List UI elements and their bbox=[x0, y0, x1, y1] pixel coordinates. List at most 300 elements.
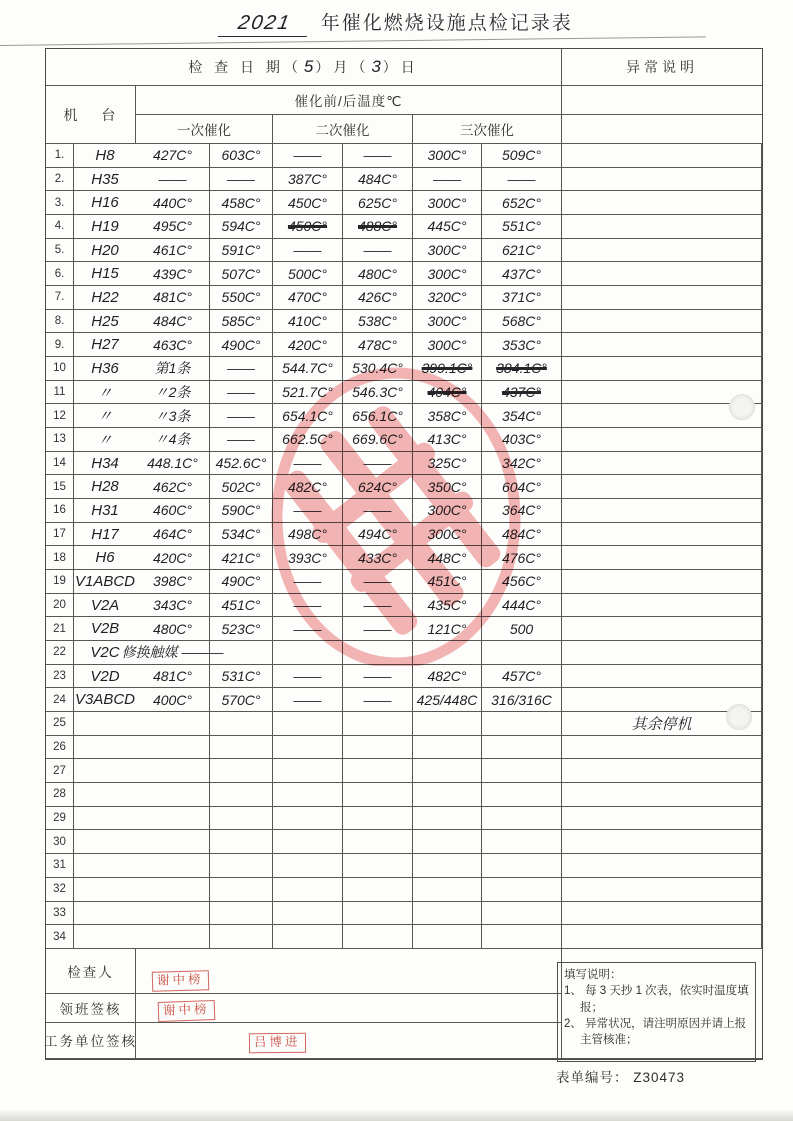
row-number: 18 bbox=[46, 546, 74, 570]
temp-value: 421C° bbox=[210, 546, 273, 570]
temp-value: 444C° bbox=[482, 594, 562, 618]
row-number: 27 bbox=[46, 759, 74, 783]
temp-value: 494C° bbox=[343, 523, 413, 547]
temp-value: —— bbox=[273, 239, 343, 263]
temp-value bbox=[343, 736, 413, 760]
machine-id: V1ABCD bbox=[74, 570, 136, 594]
temp-value: 448.1C° bbox=[136, 452, 210, 476]
machine-id: H34 bbox=[74, 452, 136, 476]
date-suffix: ）日 bbox=[382, 59, 419, 75]
remark-cell bbox=[562, 878, 762, 902]
temp-value bbox=[482, 902, 562, 926]
temp-value: 509C° bbox=[482, 144, 562, 168]
temp-value bbox=[136, 902, 210, 926]
abnormal-remark-header: 异常说明 bbox=[562, 49, 762, 86]
temp-value: 437C° bbox=[482, 381, 562, 405]
temp-value: —— bbox=[343, 617, 413, 641]
machine-id: H22 bbox=[74, 286, 136, 310]
row-number: 17 bbox=[46, 523, 74, 547]
temp-value: 300C° bbox=[413, 144, 482, 168]
remark-cell bbox=[562, 191, 762, 215]
temp-value: 121C° bbox=[413, 617, 482, 641]
row-number: 15 bbox=[46, 475, 74, 499]
remark-cell bbox=[562, 665, 762, 689]
temp-value: 507C° bbox=[210, 262, 273, 286]
temp-value: 478C° bbox=[343, 333, 413, 357]
temp-value: 450C° bbox=[273, 191, 343, 215]
row-number: 1. bbox=[46, 144, 74, 168]
temp-value bbox=[343, 878, 413, 902]
temp-value: 433C° bbox=[343, 546, 413, 570]
temp-value: 498C° bbox=[273, 523, 343, 547]
remark-cell bbox=[562, 499, 762, 523]
temp-value: 〃4条 bbox=[136, 428, 210, 452]
engineering-stamp: 吕博进 bbox=[249, 1033, 306, 1053]
machine-id bbox=[74, 854, 136, 878]
temp-value: 451C° bbox=[210, 594, 273, 618]
temp-value: 625C° bbox=[343, 191, 413, 215]
temp-value bbox=[343, 783, 413, 807]
remark-cell bbox=[562, 286, 762, 310]
temp-value bbox=[210, 712, 273, 736]
row-number: 19 bbox=[46, 570, 74, 594]
instructions-area bbox=[562, 949, 762, 1059]
remark-cell bbox=[562, 310, 762, 334]
temp-value: 300C° bbox=[413, 191, 482, 215]
remark-cell bbox=[562, 215, 762, 239]
temp-value: 450C° bbox=[273, 215, 343, 239]
remark-cell bbox=[562, 617, 762, 641]
form-number: 表单编号： Z30473 bbox=[556, 1070, 686, 1085]
temp-value bbox=[273, 783, 343, 807]
temp-value bbox=[210, 878, 273, 902]
punch-hole-mark bbox=[729, 394, 755, 420]
machine-id bbox=[74, 878, 136, 902]
temp-value: —— bbox=[273, 570, 343, 594]
title-year-handwritten: 2021 bbox=[218, 12, 311, 37]
remark-cell bbox=[562, 925, 762, 949]
machine-column-header: 机 台 bbox=[46, 86, 136, 144]
remark-cell bbox=[562, 807, 762, 831]
temp-value: 538C° bbox=[343, 310, 413, 334]
remark-cell bbox=[562, 333, 762, 357]
temp-value: 427C° bbox=[136, 144, 210, 168]
temp-value: 404C° bbox=[413, 381, 482, 405]
temp-value: 393C° bbox=[273, 546, 343, 570]
row-number: 8. bbox=[46, 310, 74, 334]
temp-value: 456C° bbox=[482, 570, 562, 594]
inspector-stamp: 谢中榜 bbox=[152, 970, 209, 991]
row-number: 4. bbox=[46, 215, 74, 239]
temp-value: 490C° bbox=[210, 570, 273, 594]
temp-value bbox=[343, 854, 413, 878]
temp-value: 591C° bbox=[210, 239, 273, 263]
temp-value: —— bbox=[210, 404, 273, 428]
remark-cell bbox=[562, 428, 762, 452]
temp-value: 594C° bbox=[210, 215, 273, 239]
remark-cell bbox=[562, 168, 762, 192]
temp-value: 445C° bbox=[413, 215, 482, 239]
machine-id bbox=[74, 712, 136, 736]
temp-value: 652C° bbox=[482, 191, 562, 215]
temp-value bbox=[136, 925, 210, 949]
temp-value bbox=[136, 807, 210, 831]
remark-cell bbox=[562, 452, 762, 476]
machine-id: 〃 bbox=[74, 428, 136, 452]
temp-value: 435C° bbox=[413, 594, 482, 618]
temp-value: —— bbox=[343, 239, 413, 263]
temp-value: —— bbox=[210, 381, 273, 405]
temp-value: —— bbox=[343, 594, 413, 618]
temp-value bbox=[343, 925, 413, 949]
temp-value: 523C° bbox=[210, 617, 273, 641]
temp-value: 300C° bbox=[413, 310, 482, 334]
temp-value: 488C° bbox=[343, 215, 413, 239]
empty-header-cell bbox=[562, 86, 762, 115]
inspection-date-header bbox=[46, 49, 562, 86]
machine-id: H31 bbox=[74, 499, 136, 523]
temp-value: —— bbox=[273, 594, 343, 618]
machine-id: H27 bbox=[74, 333, 136, 357]
temp-value bbox=[482, 925, 562, 949]
temp-value: 480C° bbox=[343, 262, 413, 286]
foreman-stamp: 谢中榜 bbox=[158, 1000, 215, 1022]
temp-value: 482C° bbox=[413, 665, 482, 689]
temp-value: 662.5C° bbox=[273, 428, 343, 452]
instruction-item-1: 1、 每 3 天抄 1 次表，依实时温度填报； bbox=[564, 985, 749, 1014]
temp-value: 第1条 bbox=[136, 357, 210, 381]
temp-value: 546.3C° bbox=[343, 381, 413, 405]
temp-value bbox=[343, 641, 413, 665]
temp-value: 550C° bbox=[210, 286, 273, 310]
machine-id bbox=[74, 783, 136, 807]
row-number: 30 bbox=[46, 830, 74, 854]
row-number: 28 bbox=[46, 783, 74, 807]
temp-value bbox=[273, 736, 343, 760]
row-number: 2. bbox=[46, 168, 74, 192]
machine-id bbox=[74, 736, 136, 760]
temp-value: 457C° bbox=[482, 665, 562, 689]
remark-cell: 其余停机 bbox=[562, 712, 762, 736]
row-number: 26 bbox=[46, 736, 74, 760]
temp-value: 534C° bbox=[210, 523, 273, 547]
inspector-label: 检查人 bbox=[46, 949, 136, 994]
remark-cell bbox=[562, 546, 762, 570]
temp-value: 570C° bbox=[210, 688, 273, 712]
temp-value: —— bbox=[273, 499, 343, 523]
temp-value: 342C° bbox=[482, 452, 562, 476]
temp-value bbox=[273, 830, 343, 854]
temp-value bbox=[273, 902, 343, 926]
row-number: 6. bbox=[46, 262, 74, 286]
temp-value: —— bbox=[343, 144, 413, 168]
temp-value: —— bbox=[210, 428, 273, 452]
temp-value: 484C° bbox=[482, 523, 562, 547]
temp-value: 426C° bbox=[343, 286, 413, 310]
machine-id: H17 bbox=[74, 523, 136, 547]
temp-value: 〃2条 bbox=[136, 381, 210, 405]
temp-value bbox=[210, 783, 273, 807]
temp-value: 425/448C bbox=[413, 688, 482, 712]
row-number: 14 bbox=[46, 452, 74, 476]
temp-value: 399.1C° bbox=[413, 357, 482, 381]
temp-value: 358C° bbox=[413, 404, 482, 428]
row-number: 12 bbox=[46, 404, 74, 428]
remark-cell bbox=[562, 144, 762, 168]
third-catalysis-header: 三次催化 bbox=[413, 115, 562, 144]
temp-value: —— bbox=[210, 168, 273, 192]
temp-value: 〃3条 bbox=[136, 404, 210, 428]
instructions-title: 填写说明： bbox=[564, 968, 622, 981]
temp-value: —— bbox=[273, 617, 343, 641]
temp-value: —— bbox=[343, 688, 413, 712]
temp-value: 413C° bbox=[413, 428, 482, 452]
remark-cell bbox=[562, 262, 762, 286]
remark-cell bbox=[562, 641, 762, 665]
temp-value bbox=[413, 925, 482, 949]
temp-value: 353C° bbox=[482, 333, 562, 357]
temp-value: 300C° bbox=[413, 239, 482, 263]
machine-id bbox=[74, 830, 136, 854]
row-number: 5. bbox=[46, 239, 74, 263]
temp-value bbox=[413, 759, 482, 783]
temp-value bbox=[136, 854, 210, 878]
temp-value: 482C° bbox=[273, 475, 343, 499]
temp-value bbox=[482, 854, 562, 878]
temp-value bbox=[413, 736, 482, 760]
temp-value bbox=[413, 854, 482, 878]
row-number: 24 bbox=[46, 688, 74, 712]
temp-value bbox=[136, 736, 210, 760]
temp-value bbox=[273, 641, 343, 665]
temp-value bbox=[136, 759, 210, 783]
temp-value: —— bbox=[343, 499, 413, 523]
temp-value bbox=[482, 783, 562, 807]
temp-value bbox=[343, 807, 413, 831]
date-mid: ）月（ bbox=[315, 59, 370, 75]
row-number: 33 bbox=[46, 902, 74, 926]
punch-hole-mark bbox=[726, 704, 752, 730]
machine-id bbox=[74, 925, 136, 949]
temp-value: 451C° bbox=[413, 570, 482, 594]
machine-id: 〃 bbox=[74, 404, 136, 428]
temp-value: —— bbox=[273, 665, 343, 689]
temp-value: 530.4C° bbox=[343, 357, 413, 381]
temp-value: —— bbox=[413, 168, 482, 192]
remark-cell bbox=[562, 239, 762, 263]
temp-value: 604C° bbox=[482, 475, 562, 499]
temp-value: 343C° bbox=[136, 594, 210, 618]
machine-id: H15 bbox=[74, 262, 136, 286]
temp-value: 484C° bbox=[343, 168, 413, 192]
temp-value bbox=[273, 712, 343, 736]
temp-value: 300C° bbox=[413, 262, 482, 286]
remark-cell bbox=[562, 475, 762, 499]
temp-value: 654.1C° bbox=[273, 404, 343, 428]
temp-value: 669.6C° bbox=[343, 428, 413, 452]
temp-value: 448C° bbox=[413, 546, 482, 570]
machine-id: H36 bbox=[74, 357, 136, 381]
temp-value bbox=[482, 712, 562, 736]
temp-value bbox=[136, 783, 210, 807]
temp-value bbox=[482, 736, 562, 760]
temp-value: 452.6C° bbox=[210, 452, 273, 476]
temp-value: 修换触媒 ——— bbox=[136, 641, 210, 665]
machine-id bbox=[74, 807, 136, 831]
temp-value bbox=[482, 759, 562, 783]
temp-value bbox=[136, 712, 210, 736]
temp-value: 480C° bbox=[136, 617, 210, 641]
row-number: 16 bbox=[46, 499, 74, 523]
temp-value: 490C° bbox=[210, 333, 273, 357]
temp-value bbox=[482, 878, 562, 902]
temp-value bbox=[482, 641, 562, 665]
temp-value: 400C° bbox=[136, 688, 210, 712]
machine-id: V2B bbox=[74, 617, 136, 641]
temp-value: 420C° bbox=[273, 333, 343, 357]
temp-value: 440C° bbox=[136, 191, 210, 215]
machine-id: H6 bbox=[74, 546, 136, 570]
row-number: 23 bbox=[46, 665, 74, 689]
temp-value bbox=[136, 878, 210, 902]
temp-value: —— bbox=[273, 688, 343, 712]
temp-value: 387C° bbox=[273, 168, 343, 192]
temp-value: 463C° bbox=[136, 333, 210, 357]
temp-value: 470C° bbox=[273, 286, 343, 310]
temp-value bbox=[273, 759, 343, 783]
temp-value: 621C° bbox=[482, 239, 562, 263]
temp-value: 500C° bbox=[273, 262, 343, 286]
row-number: 3. bbox=[46, 191, 74, 215]
temp-value: 437C° bbox=[482, 262, 562, 286]
temp-value: 656.1C° bbox=[343, 404, 413, 428]
temp-value: —— bbox=[210, 357, 273, 381]
row-number: 25 bbox=[46, 712, 74, 736]
temp-value: 531C° bbox=[210, 665, 273, 689]
temp-value bbox=[210, 902, 273, 926]
temp-value bbox=[210, 854, 273, 878]
temp-value bbox=[210, 759, 273, 783]
temp-value bbox=[273, 925, 343, 949]
temp-value: —— bbox=[343, 570, 413, 594]
machine-id bbox=[74, 902, 136, 926]
temp-value: 481C° bbox=[136, 665, 210, 689]
temp-value: 384.1C° bbox=[482, 357, 562, 381]
remark-cell bbox=[562, 523, 762, 547]
temp-value: —— bbox=[343, 665, 413, 689]
remark-cell bbox=[562, 736, 762, 760]
temp-value: 325C° bbox=[413, 452, 482, 476]
temp-value bbox=[482, 807, 562, 831]
temp-value: 502C° bbox=[210, 475, 273, 499]
temp-value bbox=[413, 902, 482, 926]
temp-value bbox=[343, 830, 413, 854]
machine-id: H25 bbox=[74, 310, 136, 334]
temp-value bbox=[210, 807, 273, 831]
temp-value bbox=[413, 712, 482, 736]
temp-value bbox=[210, 736, 273, 760]
temp-value: 481C° bbox=[136, 286, 210, 310]
temp-value: 461C° bbox=[136, 239, 210, 263]
row-number: 7. bbox=[46, 286, 74, 310]
empty-header-cell bbox=[562, 115, 762, 144]
temp-value: 316/316C bbox=[482, 688, 562, 712]
temp-value: 439C° bbox=[136, 262, 210, 286]
temp-value: 568C° bbox=[482, 310, 562, 334]
remark-cell bbox=[562, 570, 762, 594]
temp-value: 590C° bbox=[210, 499, 273, 523]
row-number: 32 bbox=[46, 878, 74, 902]
temp-value: 371C° bbox=[482, 286, 562, 310]
temp-value: —— bbox=[273, 144, 343, 168]
instruction-item-2: 2、 异常状况，请注明原因并请上报主管核准； bbox=[564, 1017, 747, 1047]
temp-value: 364C° bbox=[482, 499, 562, 523]
temp-value: —— bbox=[136, 168, 210, 192]
temp-value bbox=[136, 830, 210, 854]
title-divider bbox=[0, 36, 706, 46]
machine-id: V2C bbox=[74, 641, 136, 665]
machine-id: H20 bbox=[74, 239, 136, 263]
temp-value bbox=[210, 830, 273, 854]
temp-value bbox=[273, 807, 343, 831]
temp-value: 551C° bbox=[482, 215, 562, 239]
temp-value bbox=[343, 902, 413, 926]
machine-id: H8 bbox=[74, 144, 136, 168]
machine-id: H28 bbox=[74, 475, 136, 499]
fill-instructions-box bbox=[557, 962, 756, 1062]
row-number: 11 bbox=[46, 381, 74, 405]
remark-cell bbox=[562, 759, 762, 783]
temp-value: 624C° bbox=[343, 475, 413, 499]
temp-value: 464C° bbox=[136, 523, 210, 547]
day-handwritten: 3 bbox=[371, 57, 381, 76]
temp-value: 420C° bbox=[136, 546, 210, 570]
machine-id: 〃 bbox=[74, 381, 136, 405]
row-number: 22 bbox=[46, 641, 74, 665]
machine-id: H19 bbox=[74, 215, 136, 239]
temp-value bbox=[343, 759, 413, 783]
temp-value bbox=[343, 712, 413, 736]
temp-value: 398C° bbox=[136, 570, 210, 594]
temp-value: 320C° bbox=[413, 286, 482, 310]
temp-value: 476C° bbox=[482, 546, 562, 570]
temp-value: 354C° bbox=[482, 404, 562, 428]
temp-value: —— bbox=[482, 168, 562, 192]
row-number: 9. bbox=[46, 333, 74, 357]
engineering-signature-area bbox=[136, 1023, 562, 1059]
temp-value: 462C° bbox=[136, 475, 210, 499]
engineering-unit-label: 工务单位签核 bbox=[46, 1023, 136, 1059]
temp-value: 521.7C° bbox=[273, 381, 343, 405]
machine-id bbox=[74, 759, 136, 783]
row-number: 21 bbox=[46, 617, 74, 641]
date-label: 检 查 日 期（ bbox=[188, 59, 302, 75]
page-title bbox=[0, 8, 793, 37]
machine-id: V2A bbox=[74, 594, 136, 618]
temp-value: 500 bbox=[482, 617, 562, 641]
month-handwritten: 5 bbox=[303, 57, 314, 76]
row-number: 31 bbox=[46, 854, 74, 878]
row-number: 34 bbox=[46, 925, 74, 949]
remark-cell bbox=[562, 830, 762, 854]
temp-value: 350C° bbox=[413, 475, 482, 499]
remark-cell bbox=[562, 357, 762, 381]
temp-value bbox=[413, 878, 482, 902]
temp-value: 460C° bbox=[136, 499, 210, 523]
remark-cell bbox=[562, 783, 762, 807]
temp-value bbox=[273, 878, 343, 902]
temp-value bbox=[273, 854, 343, 878]
